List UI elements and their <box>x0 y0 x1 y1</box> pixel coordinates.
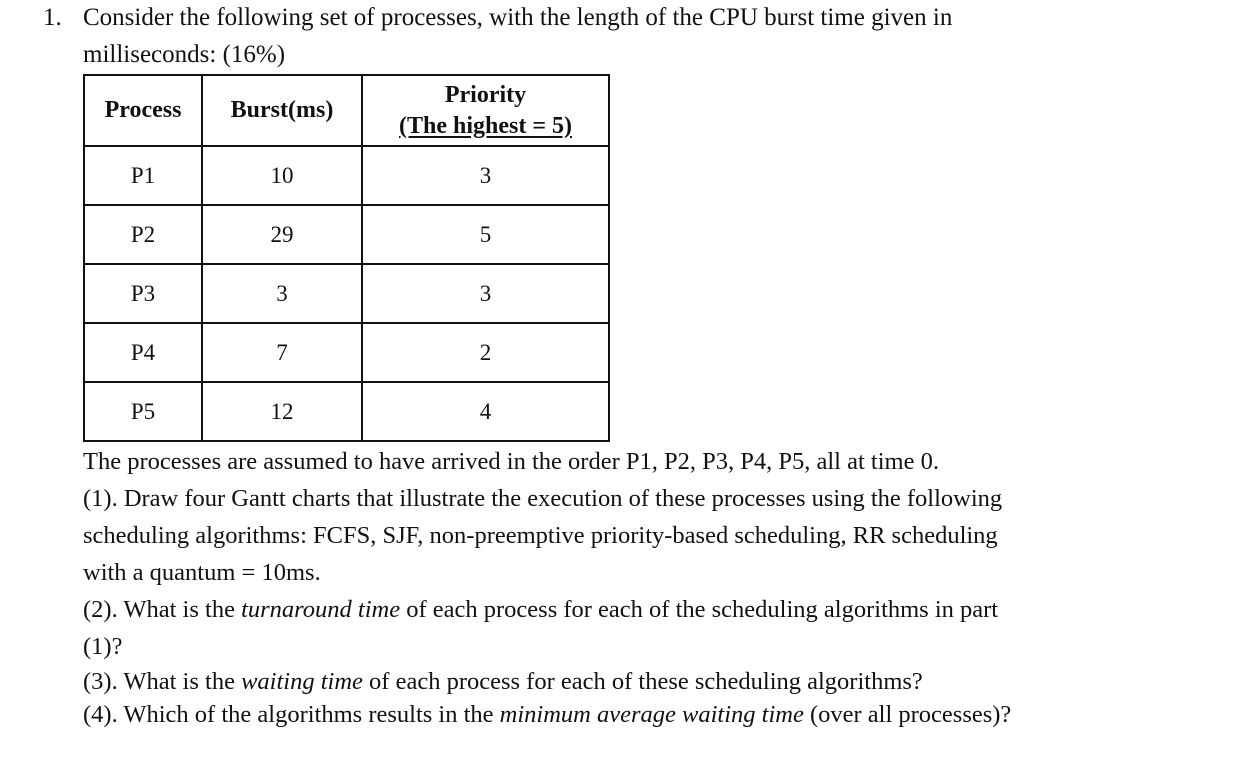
part2-emphasis: turnaround time <box>241 596 401 623</box>
table-row <box>84 146 609 205</box>
question-intro-line2: milliseconds: (16%) <box>83 41 286 68</box>
cell-priority: 3 <box>362 264 609 323</box>
cell-process: P2 <box>84 205 202 264</box>
part3-line <box>83 665 1203 698</box>
header-process: Process <box>84 75 202 146</box>
cell-process: P4 <box>84 323 202 382</box>
cell-burst: 10 <box>202 146 362 205</box>
process-table <box>83 74 610 442</box>
table-row <box>84 264 609 323</box>
part3-suffix: of each process for each of these scheduling algorithms? <box>362 668 923 695</box>
part4-emphasis: minimum average waiting time <box>499 701 804 728</box>
question-intro-text: Consider the following set of processes, with the length of the CPU burst time given in <box>83 4 953 31</box>
part4-suffix: (over all processes)? <box>803 701 1012 728</box>
question-number: 1. <box>43 4 62 31</box>
cell-priority: 5 <box>362 205 609 264</box>
cell-process: P1 <box>84 146 202 205</box>
table-header-row <box>84 75 609 146</box>
part2-line2: (1)? <box>83 633 123 660</box>
part4-line <box>83 698 1203 731</box>
header-priority-title: Priority <box>444 81 527 108</box>
header-priority-note: (The highest = 5) <box>398 112 572 139</box>
part2-suffix: of each process for each of the scheduling algorithms in part <box>400 596 999 623</box>
cell-process: P5 <box>84 382 202 441</box>
cell-burst: 12 <box>202 382 362 441</box>
cell-priority: 2 <box>362 323 609 382</box>
table-row <box>84 205 609 264</box>
question-intro-line1 <box>43 2 952 34</box>
cell-priority: 4 <box>362 382 609 441</box>
part4-prefix: (4). Which of the algorithms results in the <box>83 701 500 728</box>
part2-line1 <box>83 591 1203 628</box>
part3-prefix: (3). What is the <box>83 668 242 695</box>
cell-process: P3 <box>84 264 202 323</box>
arrival-statement: The processes are assumed to have arrived in the order P1, P2, P3, P4, P5, all at time 0. <box>83 448 939 475</box>
cell-burst: 29 <box>202 205 362 264</box>
cell-priority: 3 <box>362 146 609 205</box>
part1-line2: scheduling algorithms: FCFS, SJF, non-preemptive priority-based scheduling, RR scheduling <box>83 522 998 549</box>
cell-burst: 3 <box>202 264 362 323</box>
table-row <box>84 323 609 382</box>
part1-line3: with a quantum = 10ms. <box>83 559 321 586</box>
cell-burst: 7 <box>202 323 362 382</box>
header-burst: Burst(ms) <box>202 75 362 146</box>
header-priority <box>362 75 609 146</box>
part2-prefix: (2). What is the <box>83 596 242 623</box>
part3-emphasis: waiting time <box>241 668 363 695</box>
part1-line1: (1). Draw four Gantt charts that illustrate the execution of these processes using the following <box>83 485 1003 512</box>
table-row <box>84 382 609 441</box>
question-body <box>83 443 1203 731</box>
